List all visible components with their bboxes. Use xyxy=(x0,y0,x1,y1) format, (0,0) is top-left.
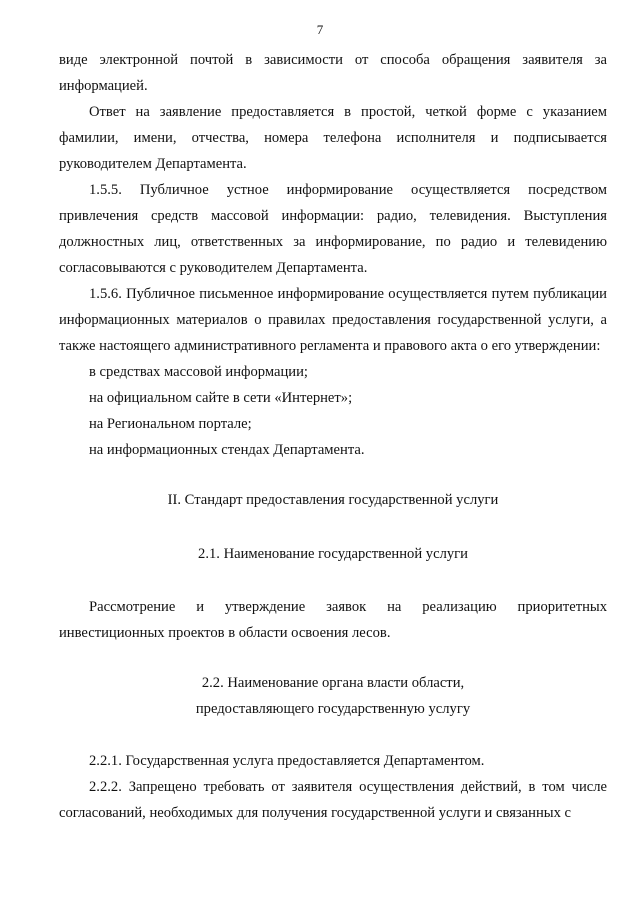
subsection-2-1-heading: 2.1. Наименование государственной услуги xyxy=(198,546,468,562)
paragraph-1-5-6: 1.5.6. Публичное письменное информирование осуществляется путем публикации информационных материалов о правилах предоставления государственной услуги, а также настоящего административного регламента и правового акта о его утверждении: xyxy=(59,286,607,354)
list-item-media: в средствах массовой информации; xyxy=(89,364,308,380)
paragraph-response-form: Ответ на заявление предоставляется в простой, четкой форме с указанием фамилии, имени, отчества, номера телефона исполнителя и подписывается руководителем Департамента. xyxy=(59,104,607,172)
list-item-regional-portal: на Региональном портале; xyxy=(89,416,252,432)
paragraph-2-2-2: 2.2.2. Запрещено требовать от заявителя осуществления действий, в том числе согласований, необходимых для получения государственной услуги и связанных с xyxy=(59,779,607,821)
paragraph-2-2-1: 2.2.1. Государственная услуга предоставляется Департаментом. xyxy=(89,753,485,769)
list-item-website: на официальном сайте в сети «Интернет»; xyxy=(89,390,353,406)
subsection-2-2-heading-line2: предоставляющего государственную услугу xyxy=(195,701,471,717)
paragraph-1-5-5: 1.5.5. Публичное устное информирование осуществляется посредством привлечения средств массовой информации: радио, телевидения. Выступления должностных лиц, ответственных за информирование, по радио и телевидению согласовываются с руководителем Департамента. xyxy=(59,182,607,276)
list-item-stands: на информационных стендах Департамента. xyxy=(89,442,365,458)
page-number: 7 xyxy=(316,22,324,37)
subsection-2-1-text: Рассмотрение и утверждение заявок на реализацию приоритетных инвестиционных проектов в области освоения лесов. xyxy=(59,599,607,641)
paragraph-continuation: виде электронной почтой в зависимости от способа обращения заявителя за информацией. xyxy=(59,52,607,94)
section-heading: II. Стандарт предоставления государственной услуги xyxy=(167,492,499,508)
subsection-2-2-heading-line1: 2.2. Наименование органа власти области, xyxy=(201,675,465,691)
document-body xyxy=(59,47,607,826)
